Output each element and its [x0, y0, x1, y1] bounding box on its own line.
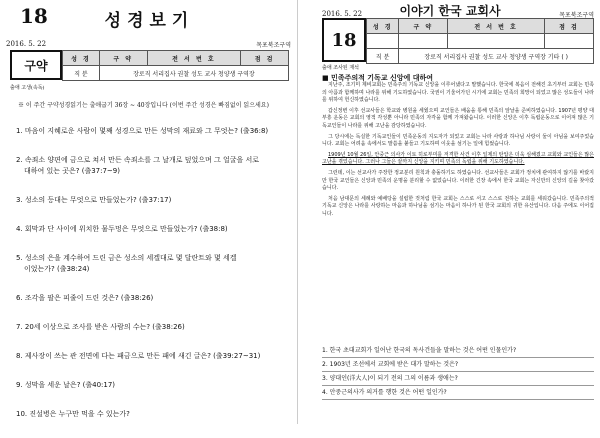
right-issue-number: 18	[322, 18, 366, 62]
question-list	[16, 126, 291, 438]
issue-number: 18	[20, 4, 48, 28]
paragraph: 지난주, 조기미 제비교회는 민족주의 기독교 신앙을 이루어냈다고 말했습니다. 한국에 복음이 전해진 초기부터 교회는 민족의 아픔과 함께하며 나라를 위해 기도하였습니다. 국권이 기울어가던 시기에 교회는 민족의 희망이 되었고 많은 성도들이 나라를 위하여 헌신하였습니다.	[322, 82, 594, 104]
question-item: 6. 조각을 팔은 피줄이 드린 것은? (출38:26)	[16, 294, 154, 302]
info-box	[10, 50, 289, 80]
question-item: 4. 회막과 단 사이에 위치한 물두멍은 무엇으로 만들었는가? (출38:8)	[16, 225, 228, 233]
left-header	[10, 4, 289, 30]
question-item: 8. 제사장이 쓰는 관 전면에 다는 패금으로 만든 패에 새긴 글은? (출39:27~31)	[16, 352, 261, 360]
row-value: 장로직 서리집사 권찰 성도 교사 청양생 구역장 기타 ( )	[399, 49, 594, 64]
review-question: 4. 안중근의사가 의거를 행한 것은 어떤 일인가?	[322, 386, 594, 400]
right-meta: 출애 조사된 재석	[322, 65, 359, 71]
right-check-table	[366, 18, 594, 64]
publisher: 목포북조구역	[256, 42, 291, 49]
table-header: 성 경	[63, 51, 100, 66]
book-label: 구약	[10, 50, 62, 80]
question-item: 1. 마음이 지혜로운 사람이 몇째 성경으로 만든 성막의 재료와 그 무엇는? (출36:8)	[16, 127, 269, 135]
paragraph: 그런데, 이는 선교사가 주장한 정교분리 원칙과 충돌하기도 하였습니다. 선교사들은 교회가 정치에 관여하지 않기를 바랐지만 한국 교인들은 신앙과 민족의 운명을 분리할 수 없었습니다. 이러한 긴장 속에서 한국 교회는 자신만의 신앙의 길을 찾아갔습니다.	[322, 169, 594, 192]
right-date: 2016. 5. 22	[322, 10, 363, 18]
paragraph: 처음 남대문의 세례와 예배당을 설립한 것처럼 한국 교회는 스스로 서고 스스로 전하는 교회를 세워갔습니다. 민족주의적 기독교 신앙은 나라를 사랑하는 마음과 하나님을 섬기는 마음이 하나가 된 한국 교회의 귀한 유산입니다. 다음 주에도 이어집니다.	[322, 195, 594, 217]
table-header: 전 서 번 호	[448, 19, 544, 34]
paragraph: 그 당시에는 독실한 기독교인들이 민족운동의 지도자가 되었고 교회는 나라 사랑과 하나님 사랑이 둘이 아님을 보여주었습니다. 교회는 어려움 속에서도 말씀을 붙들고 기도하며 이웃을 섬기는 일에 힘썼습니다.	[322, 133, 594, 148]
page-title: 성경보기	[104, 11, 195, 31]
table-header: 성 경	[367, 19, 399, 34]
review-question: 1. 한국 초대교회가 일어난 한국의 독사건들을 말하는 것은 어떤 인물인가?	[322, 344, 594, 358]
table-header: 구 약	[399, 19, 448, 34]
question-item: 7. 20세 이상으로 조사를 받은 사람의 수는? (출38:26)	[16, 323, 185, 331]
table-header: 점 검	[544, 19, 593, 34]
question-item: 9. 성막을 세운 날은? (출40:17)	[16, 381, 116, 389]
row-value: 장로직 서리집사 권찰 성도 교사 청양생 구역장	[99, 66, 288, 81]
question-item: 10. 진설병은 누구만 먹을 수 있는가?	[16, 410, 130, 418]
article-heading: ■ 민족주의적 기독교 신앙에 대하여	[322, 74, 434, 82]
table-header: 전 서 번 호	[147, 51, 241, 66]
right-info-box	[322, 18, 594, 62]
right-title: 이야기 한국 교회사	[399, 4, 501, 18]
issue-date: 2016. 5. 22	[6, 40, 47, 48]
paragraph: 1909년 10월 26일, 안중근 의사가 이토 히로부미를 저격한 사건 이후 일제의 탄압은 더욱 심해졌고 교회와 교인들은 많은 고난을 겪었습니다. 그러나 그들은 끝까지 신앙을 지키며 민족의 독립을 위해 기도하였습니다.	[322, 151, 594, 166]
table-header: 구 약	[99, 51, 147, 66]
question-item: 3. 성소의 등대는 무엇으로 만들었는가? (출37:17)	[16, 196, 172, 204]
empty-cell	[367, 34, 399, 49]
review-question: 3. 양대인(洋大人)이 되기 전의 그의 이름과 생애는?	[322, 372, 594, 386]
article-body	[322, 82, 594, 222]
question-item: 5. 성소의 은을 계수하여 드린 금은 성소의 세겔대로 몇 달란트와 몇 세겔 이었는가? (출38:24)	[16, 254, 237, 273]
review-question: 2. 1903년 조선에서 교회에 받은 대가 말하는 것은?	[322, 358, 594, 372]
review-questions	[322, 344, 594, 400]
meta-note: 출애 고생(속독)	[10, 85, 45, 91]
right-publisher: 목포북조구역	[559, 12, 594, 19]
table-header: 점 검	[241, 51, 289, 66]
row-label: 직 분	[63, 66, 100, 81]
right-page	[300, 0, 600, 424]
check-table	[62, 50, 289, 81]
paragraph: 갑신정변 이후 선교사들은 학교와 병원을 세웠으며 교인들은 배움을 통해 민족의 앞날을 준비하였습니다. 1907년 평양 대부흥 운동은 교회의 영적 각성뿐 아니라 민족의 자각을 함께 가져왔습니다. 이러한 신앙은 이후 독립운동으로 이어져 많은 기독교인들이 나라를 위해 고난을 감당하였습니다.	[322, 107, 594, 129]
left-page	[0, 0, 298, 424]
intro-text: ※ 이 주간 구약성경읽기는 출애굽기 36장 ~ 40장입니다 (이번 주간 성경은 빠짐없이 읽으세요)	[18, 102, 269, 109]
row-label: 직 분	[367, 49, 399, 64]
question-item: 2. 속죄소 양편에 금으로 쳐서 만든 속죄소를 그 날개로 덮었으며 그 얼굴을 서로 대하여 있는 곳은? (출37:7~9)	[16, 156, 260, 175]
